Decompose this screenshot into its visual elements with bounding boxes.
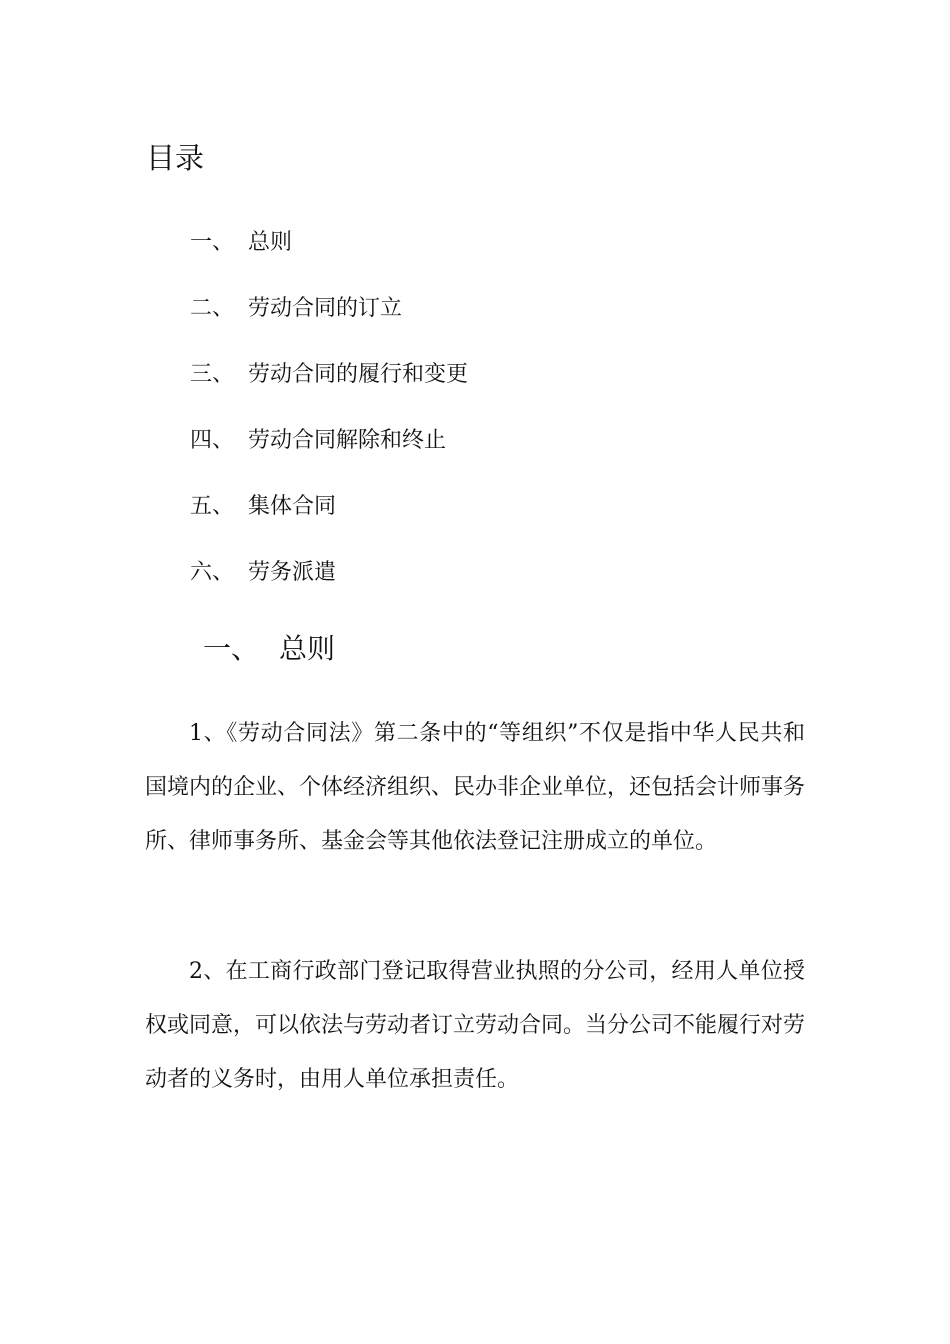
toc-item [190,423,468,489]
toc-item [190,555,468,621]
section-heading [203,630,335,668]
toc-item-number: 一、 [190,230,235,255]
toc-item-number: 五、 [190,494,235,519]
toc-item-label: 总则 [248,230,293,255]
toc-item [190,291,468,357]
toc-item-number: 六、 [190,560,235,585]
toc-item-label: 集体合同 [248,494,337,519]
toc-list [190,225,468,621]
paragraph: 2、在工商行政部门登记取得营业执照的分公司，经用人单位授权或同意，可以依法与劳动者订立劳动合同。当分公司不能履行对劳动者的义务时，由用人单位承担责任。 [145,959,806,1092]
toc-item-number: 二、 [190,296,235,321]
section-title: 总则 [279,632,336,665]
toc-item-label: 劳动合同的履行和变更 [248,362,469,387]
toc-item-label: 劳动合同的订立 [248,296,403,321]
paragraph: 1、《劳动合同法》第二条中的“等组织”不仅是指中华人民共和国境内的企业、个体经济组织、民办非企业单位，还包括会计师事务所、律师事务所、基金会等其他依法登记注册成立的单位。 [145,721,806,854]
toc-item-label: 劳务派遣 [248,560,337,585]
toc-item [190,489,468,555]
toc-title: 目录 [146,141,205,175]
toc-item-label: 劳动合同解除和终止 [248,428,447,453]
toc-item-number: 四、 [190,428,235,453]
toc-item [190,357,468,423]
toc-item [190,225,468,291]
toc-item-number: 三、 [190,362,235,387]
section-number: 一、 [203,632,260,665]
